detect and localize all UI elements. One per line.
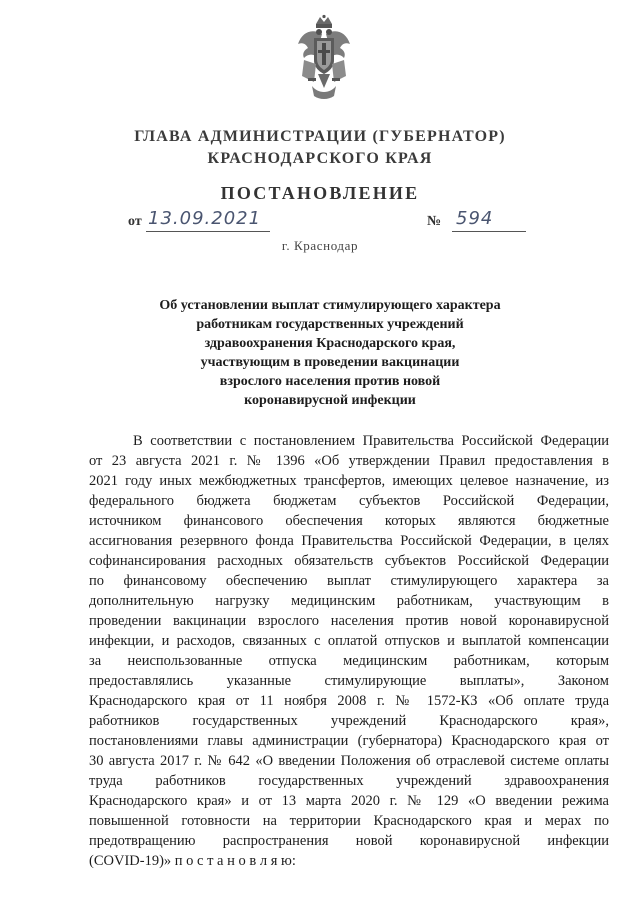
- body-line: 2021 году иных межбюджетных трансфертов, имеющих целевое назначение, из: [89, 473, 609, 489]
- body-line: 30 августа 2017 г. № 642 «О введении Положения об отраслевой системе оплаты: [89, 753, 609, 769]
- body-line: предоставлялись указанные стимулирующие выплаты», Законом: [89, 673, 609, 689]
- body-line: федерального бюджета бюджетам субъектов Российской Федерации,: [89, 493, 609, 509]
- date-underline: [146, 231, 270, 232]
- subject-line: коронавирусной инфекции: [244, 393, 416, 408]
- body-line: (COVID-19)» п о с т а н о в л я ю:: [89, 853, 296, 869]
- body-line: повышенной готовности на территории Краснодарского края и мерах по: [89, 813, 609, 829]
- issuer-title-line-2: КРАСНОДАРСКОГО КРАЯ: [207, 150, 433, 167]
- body-line: от 23 августа 2021 г. № 1396 «Об утверждении Правил предоставления в: [89, 453, 609, 469]
- document-subject: [120, 296, 540, 410]
- body-line: предотвращению распространения новой коронавирусной инфекции: [89, 833, 609, 849]
- body-line: В соответствии с постановлением Правительства Российской Федерации: [133, 433, 609, 449]
- subject-line: Об установлении выплат стимулирующего характера: [159, 298, 501, 313]
- subject-line: здравоохранения Краснодарского края,: [204, 336, 456, 351]
- number-label: №: [427, 214, 442, 229]
- date-label: от: [128, 214, 142, 229]
- body-line: постановлениями главы администрации (губернатора) Краснодарского края от: [89, 733, 609, 749]
- number-underline: [452, 231, 526, 232]
- body-line: Краснодарского края» и от 13 марта 2020 г. № 129 «О введении режима: [89, 793, 609, 809]
- body-line: софинансирования расходных обязательств субъектов Российской Федерации: [89, 553, 609, 569]
- body-line: труда работников государственных учреждений здравоохранения: [89, 773, 609, 789]
- body-line: проведении вакцинации взрослого населения против новой коронавирусной: [89, 613, 609, 629]
- issuer-title-line-1: ГЛАВА АДМИНИСТРАЦИИ (ГУБЕРНАТОР): [134, 128, 506, 145]
- body-line: работников государственных учреждений Краснодарского края»,: [89, 713, 609, 729]
- body-line: инфекции, и расходов, связанных с оплатой отпусков и выплатой компенсации: [89, 633, 609, 649]
- body-line: источником финансового обеспечения которых являются бюджетные: [89, 513, 609, 529]
- subject-line: участвующим в проведении вакцинации: [200, 355, 460, 370]
- city-name: г. Краснодар: [281, 238, 359, 253]
- body-line: дополнительную нагрузку медицинским работникам, участвующим в: [89, 593, 609, 609]
- document-type-heading: ПОСТАНОВЛЕНИЕ: [220, 183, 420, 203]
- subject-line: работникам государственных учреждений: [196, 317, 464, 332]
- coat-of-arms-emblem: [294, 14, 354, 104]
- body-line: за неиспользованные отпуска медицинским работникам, которым: [89, 653, 609, 669]
- body-line: ассигнования резервного фонда Правительства Российской Федерации, в целях: [89, 533, 609, 549]
- body-line: по финансовому обеспечению выплат стимулирующего характера за: [89, 573, 609, 589]
- body-line: Краснодарского края от 11 ноября 2008 г. № 1572-КЗ «Об оплате труда: [89, 693, 609, 709]
- number-value: 594: [456, 208, 494, 229]
- date-value: 13.09.2021: [148, 208, 262, 229]
- subject-line: взрослого населения против новой: [219, 374, 441, 389]
